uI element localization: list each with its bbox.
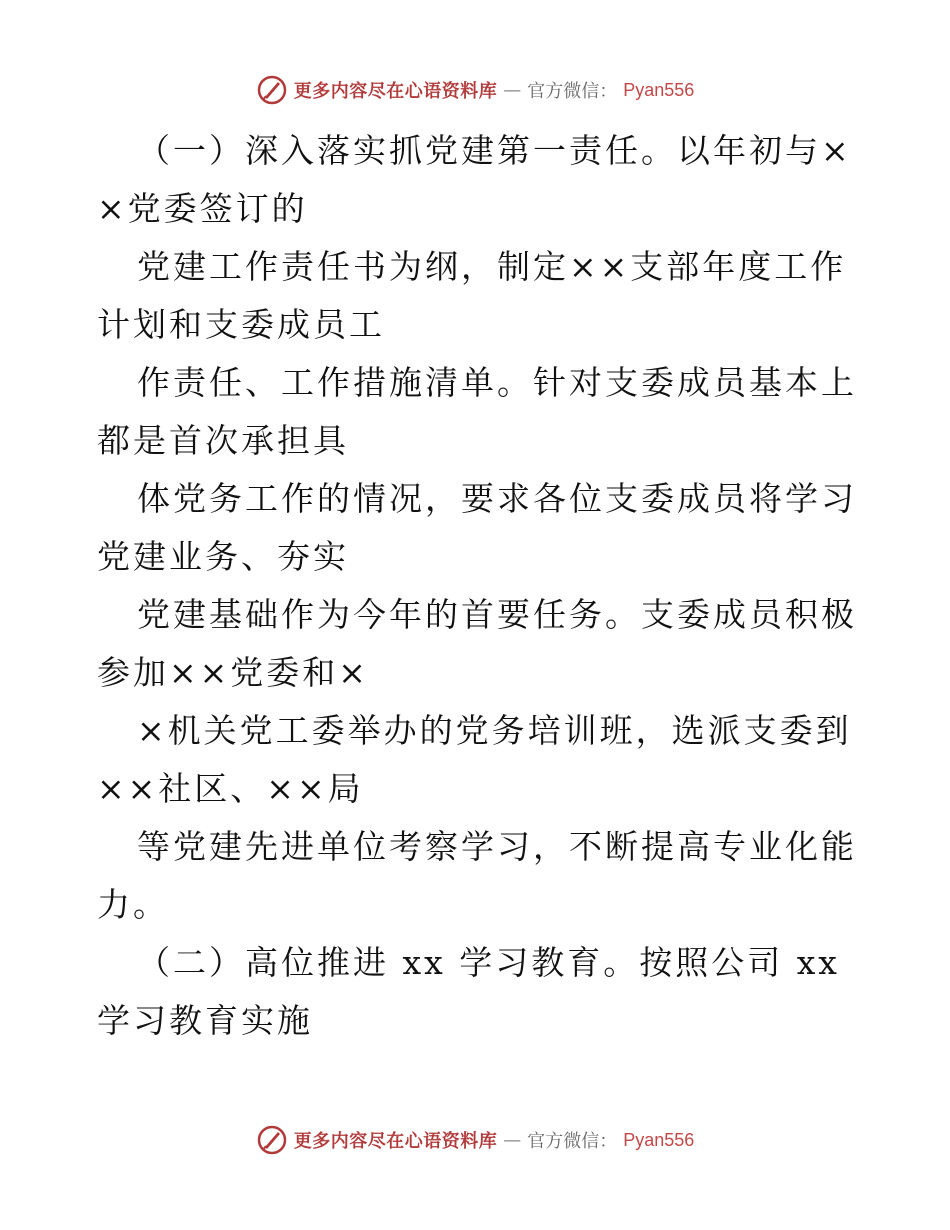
feather-pen-logo-icon <box>256 74 288 106</box>
header-watermark-banner <box>0 70 950 110</box>
banner-wechat-label: 官方微信： <box>527 1131 618 1152</box>
paragraph: （一）深入落实抓党建第一责任。以年初与××党委签订的 <box>97 131 852 228</box>
banner-wechat-label: 官方微信： <box>527 81 618 102</box>
banner-wechat-id: Pyan556 <box>623 1129 695 1150</box>
paragraph: ×机关党工委举办的党务培训班，选派支委到××社区、××局 <box>97 711 852 808</box>
paragraph: 作责任、工作措施清单。针对支委成员基本上都是首次承担具 <box>97 363 857 460</box>
document-body <box>97 122 857 1050</box>
banner-separator: — <box>503 1129 522 1151</box>
paragraph: 党建工作责任书为纲，制定××支部年度工作计划和支委成员工 <box>97 247 847 344</box>
banner-separator: — <box>503 79 522 101</box>
paragraph: 党建基础作为今年的首要任务。支委成员积极参加××党委和× <box>97 595 857 692</box>
paragraph: （二）高位推进 xx 学习教育。按照公司 xx 学习教育实施 <box>97 943 840 1040</box>
banner-main-text: 更多内容尽在心语资料库 <box>293 81 498 102</box>
banner-main-text: 更多内容尽在心语资料库 <box>293 1131 498 1152</box>
feather-pen-logo-icon <box>256 1124 288 1156</box>
footer-watermark-banner <box>0 1120 950 1160</box>
paragraph: 体党务工作的情况，要求各位支委成员将学习党建业务、夯实 <box>97 479 857 576</box>
paragraph: 等党建先进单位考察学习，不断提高专业化能力。 <box>97 827 857 924</box>
banner-wechat-id: Pyan556 <box>623 79 695 100</box>
